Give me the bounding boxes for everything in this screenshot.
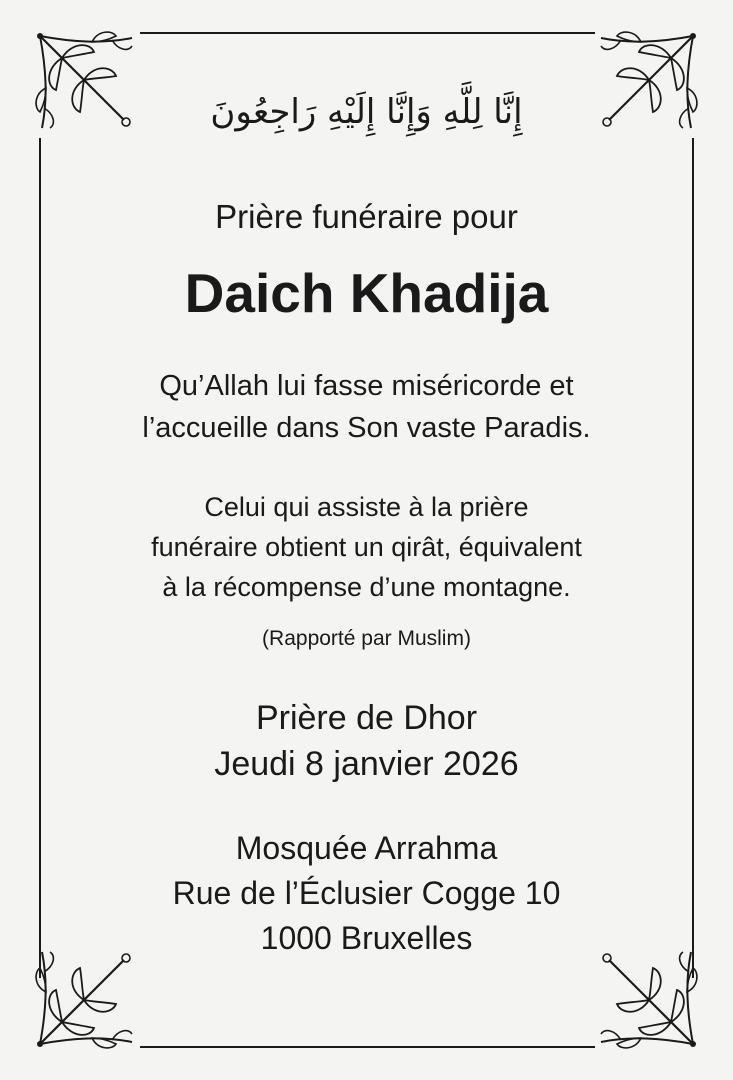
city: 1000 Bruxelles xyxy=(260,920,473,956)
intro-heading: Prière funéraire pour xyxy=(215,198,518,235)
mosque-name: Mosquée Arrahma xyxy=(235,830,498,866)
floral-corner-icon xyxy=(601,952,697,1048)
hadith-line-1: Celui qui assiste à la prière xyxy=(204,492,529,522)
condolence-wish xyxy=(0,365,733,449)
hadith-source: (Rapporté par Muslim) xyxy=(262,627,471,650)
prayer-details xyxy=(0,695,733,787)
floral-corner-icon xyxy=(36,952,132,1048)
prayer-date: Jeudi 8 janvier 2026 xyxy=(214,745,519,783)
street-address: Rue de l’Éclusier Cogge 10 xyxy=(172,875,561,911)
hadith-line-2: funéraire obtient un qirât, équivalent xyxy=(151,532,582,562)
wish-line-2: l’accueille dans Son vaste Paradis. xyxy=(142,412,591,444)
hadith-quote xyxy=(0,487,733,607)
wish-line-1: Qu’Allah lui fasse miséricorde et xyxy=(159,370,574,402)
arabic-verse: إِنَّا لِلَّهِ وَإِنَّا إِلَيْهِ رَاجِعُونَ xyxy=(210,92,523,132)
prayer-location xyxy=(0,826,733,961)
prayer-name: Prière de Dhor xyxy=(255,699,478,737)
deceased-name: Daich Khadija xyxy=(184,262,549,324)
hadith-line-3: à la récompense d’une montagne. xyxy=(162,572,571,602)
